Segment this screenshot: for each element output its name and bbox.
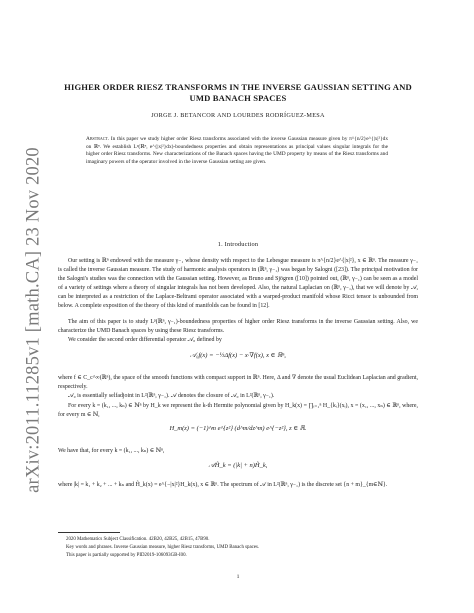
intro-paragraph-7 [58, 447, 418, 456]
paragraph-text: 𝒜₀ is essentially selfadjoint in L²(ℝⁿ, γ₋₁). 𝒜 denotes the closure of 𝒜₀ in L²(ℝⁿ, γ₋₁). [68, 393, 275, 399]
intro-paragraph-4 [58, 374, 418, 392]
paragraph-text: where |k| = k₁ + k₂ + ... + kₙ and H̃_k(x) = e^{−|x|²}H_k(x), x ∈ ℝⁿ. The spectrum of 𝒜 in L²(ℝⁿ, γ₋₁) is the discrete set {n + m}_{m∈ℕ}. [58, 482, 388, 488]
abstract-text: In this paper we study higher order Riesz transforms associated with the inverse Gaussian measure given by π^{n/2}e^{|x|²}dx on ℝⁿ. We establish Lᵖ(ℝⁿ, e^{|x|²}dx)-boundedness properties and obtain representations as principal values singular integrals for the higher order Riesz transforms. New characterizations of the Banach spaces having the UMD property by means of the Riesz transforms and imaginary powers of the operator involved in the inverse Gaussian setting are given. [86, 136, 388, 165]
intro-paragraph-3 [58, 336, 418, 345]
paragraph-text: Our setting is ℝⁿ endowed with the measure γ₋₁ whose density with respect to the Lebesgue measure is π^{n/2}e^{|x|²}, x ∈ ℝⁿ. The measure γ₋₁ is called the inverse Gaussian measure. The study of harmonic analysis operators in (ℝⁿ, γ₋₁) was began by Salogni ([23]). The principal motivation for the Salogni's studies was the connection with the Gaussian setting. However, as Bruno and Sjögren ([10]) pointed out, (ℝⁿ, γ₋₁) can be seen as a model of a variety of settings where a theory of singular integrals has not been developed. Also, the natural Laplacian on (ℝⁿ, γ₋₁), that we will denote by 𝒜, can be interpreted as a restriction of the Laplace-Beltrami operator associated with a warped-product manifold whose Ricci tensor is unbounded from below. A complete exposition of the theory of this kind of manifolds can be found in [12]. [58, 258, 418, 309]
intro-paragraph-1 [58, 257, 418, 310]
title-line-1: HIGHER ORDER RIESZ TRANSFORMS IN THE INVERSE GAUSSIAN SETTING AND [64, 82, 412, 92]
arxiv-stamp-text: arXiv:2011.11285v1 [math.CA] 23 Nov 2020 [23, 147, 44, 493]
page-number: 1 [236, 574, 240, 580]
arxiv-stamp [14, 140, 54, 500]
intro-paragraph-6 [58, 402, 418, 420]
equation-1: 𝒜₀f(x) = −½Δf(x) − x·∇f(x), x ∈ ℝⁿ, [190, 352, 286, 359]
title-line-2: UMD BANACH SPACES [189, 93, 287, 103]
equation-2: H_m(z) = (−1)^m e^{z²} (d^m/dz^m) e^{−z²}, z ∈ ℝ. [169, 425, 307, 432]
footnote-rule [58, 532, 120, 533]
abstract-label: Abstract. [86, 136, 110, 142]
intro-paragraph-8 [58, 481, 418, 490]
paragraph-text: We consider the second order differential operator 𝒜₀ defined by [68, 337, 222, 343]
section-heading: 1. Introduction [217, 241, 259, 248]
paragraph-text: where f ∈ C_c^∞(ℝⁿ), the space of the smooth functions with compact support in ℝⁿ. Here, Δ and ∇ denote the usual Euclidean Laplacian and gradient, respectively. [58, 375, 418, 390]
authors: JORGE J. BETANCOR AND LOURDES RODRÍGUEZ-MESA [151, 112, 325, 119]
intro-paragraph-2 [58, 318, 418, 336]
footnotes [58, 536, 418, 559]
equation-3: 𝒜H̃_k = (|k| + n)H̃_k, [208, 462, 268, 469]
footnote-funding: This paper is partially supported by PID2019-106093GB-I00. [66, 552, 187, 558]
abstract [86, 136, 388, 166]
footnote-keywords: Key words and phrases. Inverse Gaussian measure, higher Riesz transforms, UMD Banach spaces. [66, 544, 260, 550]
paper-title [58, 82, 418, 104]
intro-paragraph-5 [58, 392, 418, 401]
paragraph-text: The aim of this paper is to study Lᵖ(ℝⁿ, γ₋₁)-boundedness properties of higher order Riesz transforms in the inverse Gaussian setting. Also, we characterize the UMD Banach spaces by using these Riesz transforms. [58, 319, 418, 334]
footnote-msc: 2020 Mathematics Subject Classification. 42B20, 42B25, 42B15, 47B90. [66, 537, 210, 542]
paragraph-text: For every k = (k₁, ..., kₙ) ∈ ℕⁿ by H_k we represent the k-th Hermite polynomial given by H_k(x) = ∏ᵢ₌₁ⁿ H_{kᵢ}(xᵢ), x = (x₁, ..., xₙ) ∈ ℝⁿ, where, for every m ∈ ℕ, [58, 403, 418, 418]
paragraph-text: We have that, for every k = (k₁, ..., kₙ) ∈ ℕⁿ, [58, 448, 165, 454]
